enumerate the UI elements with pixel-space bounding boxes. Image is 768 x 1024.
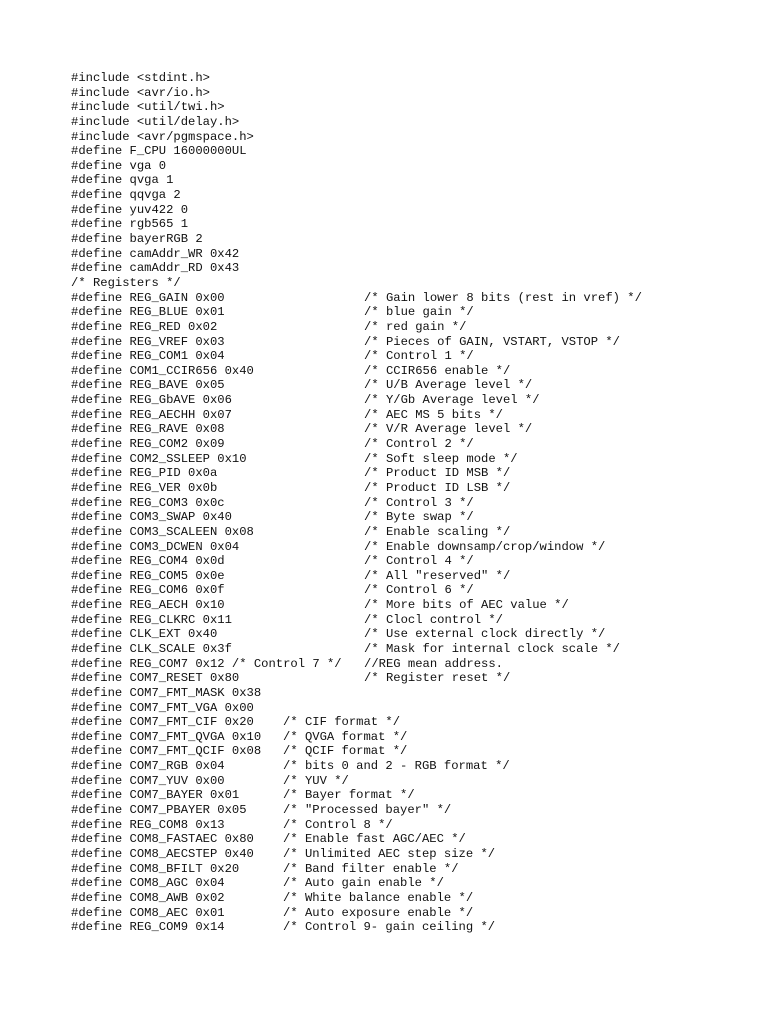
code-text: #define REG_GbAVE 0x06 [71, 393, 232, 408]
code-comment: /* White balance enable */ [283, 890, 474, 905]
code-line [71, 671, 751, 686]
code-text: #define REG_COM6 0x0f [71, 583, 225, 598]
code-line [71, 803, 751, 818]
code-comment: /* QCIF format */ [283, 744, 408, 759]
code-text: #define COM3_DCWEN 0x04 [71, 539, 240, 554]
code-line [71, 569, 751, 584]
code-text: #define COM7_FMT_VGA 0x00 [71, 700, 254, 715]
code-line [71, 349, 751, 364]
code-line [71, 466, 751, 481]
code-line [71, 818, 751, 833]
code-text: #define REG_RED 0x02 [71, 319, 218, 334]
code-comment: /* Byte swap */ [364, 510, 474, 525]
code-line [71, 261, 751, 276]
code-comment: /* Product ID LSB */ [364, 480, 511, 495]
code-text: #define COM7_FMT_MASK 0x38 [71, 685, 262, 700]
code-comment: /* All "reserved" */ [364, 568, 511, 583]
code-listing [71, 71, 751, 935]
code-comment: /* V/R Average level */ [364, 422, 533, 437]
code-text: #define COM7_RESET 0x80 [71, 671, 240, 686]
code-line [71, 378, 751, 393]
code-comment: /* Control 2 */ [364, 437, 474, 452]
code-line [71, 144, 751, 159]
code-comment: /* blue gain */ [364, 305, 474, 320]
code-text: #define COM7_BAYER 0x01 [71, 788, 240, 803]
code-text: #define COM7_PBAYER 0x05 [71, 803, 247, 818]
code-text: #include <avr/io.h> [71, 85, 210, 100]
code-line [71, 583, 751, 598]
code-comment: /* Auto gain enable */ [283, 876, 444, 891]
code-line [71, 613, 751, 628]
code-line [71, 730, 751, 745]
code-text: #define REG_CLKRC 0x11 [71, 612, 232, 627]
code-comment: /* Control 6 */ [364, 583, 474, 598]
code-text: #define REG_COM9 0x14 [71, 920, 225, 935]
code-comment: /* Control 8 */ [283, 817, 393, 832]
code-text: #define COM7_FMT_QVGA 0x10 [71, 729, 262, 744]
code-line [71, 642, 751, 657]
code-text: #include <avr/pgmspace.h> [71, 129, 254, 144]
code-text: #define COM8_AWB 0x02 [71, 890, 225, 905]
code-text: #define qqvga 2 [71, 188, 181, 203]
code-text: #define COM8_BFILT 0x20 [71, 861, 240, 876]
code-line [71, 115, 751, 130]
code-comment: /* Bayer format */ [283, 788, 415, 803]
code-text: #include <stdint.h> [71, 71, 210, 85]
code-line [71, 173, 751, 188]
code-comment: /* "Processed bayer" */ [283, 803, 452, 818]
code-comment: /* AEC MS 5 bits */ [364, 407, 503, 422]
code-line [71, 247, 751, 262]
code-line [71, 130, 751, 145]
code-comment: /* Band filter enable */ [283, 861, 459, 876]
code-comment: /* Soft sleep mode */ [364, 451, 518, 466]
code-line [71, 496, 751, 511]
code-text: #define F_CPU 16000000UL [71, 144, 247, 159]
code-line [71, 452, 751, 467]
code-text: #define camAddr_RD 0x43 [71, 261, 240, 276]
code-text: #define REG_BAVE 0x05 [71, 378, 225, 393]
code-line [71, 320, 751, 335]
code-line [71, 774, 751, 789]
code-line [71, 598, 751, 613]
code-line [71, 422, 751, 437]
code-text: #define REG_AECH 0x10 [71, 598, 225, 613]
code-line [71, 159, 751, 174]
code-line [71, 335, 751, 350]
code-line [71, 86, 751, 101]
code-line [71, 291, 751, 306]
code-text: #define COM2_SSLEEP 0x10 [71, 451, 247, 466]
code-text: #define REG_COM3 0x0c [71, 495, 225, 510]
code-line [71, 393, 751, 408]
code-comment: /* Control 3 */ [364, 495, 474, 510]
code-text: #define REG_COM8 0x13 [71, 817, 225, 832]
code-comment: /* Enable downsamp/crop/window */ [364, 539, 606, 554]
code-text: #define COM8_AEC 0x01 [71, 905, 225, 920]
code-text: #define REG_AECHH 0x07 [71, 407, 232, 422]
code-text: #define CLK_EXT 0x40 [71, 627, 218, 642]
code-comment: /* Unlimited AEC step size */ [283, 846, 496, 861]
code-line [71, 481, 751, 496]
code-text: #define bayerRGB 2 [71, 232, 203, 247]
code-comment: /* Use external clock directly */ [364, 627, 606, 642]
code-line [71, 847, 751, 862]
code-line [71, 540, 751, 555]
code-line [71, 510, 751, 525]
code-line [71, 364, 751, 379]
code-line [71, 715, 751, 730]
code-comment: /* red gain */ [364, 319, 467, 334]
code-comment: /* U/B Average level */ [364, 378, 533, 393]
code-text: #define REG_COM5 0x0e [71, 568, 225, 583]
code-line [71, 217, 751, 232]
code-comment: /* CIF format */ [283, 715, 401, 730]
code-text: #define REG_COM1 0x04 [71, 349, 225, 364]
code-text: #define REG_VER 0x0b [71, 480, 218, 495]
code-line [71, 305, 751, 320]
code-text: #define COM7_FMT_QCIF 0x08 [71, 744, 262, 759]
code-text: #define REG_RAVE 0x08 [71, 422, 225, 437]
code-comment: /* Mask for internal clock scale */ [364, 641, 620, 656]
code-text: #define REG_COM7 0x12 /* Control 7 */ [71, 656, 342, 671]
code-line [71, 701, 751, 716]
code-comment: /* YUV */ [283, 773, 349, 788]
code-text: #define COM3_SCALEEN 0x08 [71, 524, 254, 539]
code-text: #define REG_GAIN 0x00 [71, 290, 225, 305]
code-line [71, 408, 751, 423]
code-line [71, 188, 751, 203]
code-line [71, 862, 751, 877]
code-line [71, 759, 751, 774]
code-line [71, 203, 751, 218]
code-line [71, 276, 751, 291]
code-comment: /* Control 9- gain ceiling */ [283, 920, 496, 935]
code-text: #define vga 0 [71, 158, 167, 173]
code-text: #define qvga 1 [71, 173, 174, 188]
code-line [71, 906, 751, 921]
code-text: #define REG_COM2 0x09 [71, 437, 225, 452]
code-text: #define REG_PID 0x0a [71, 466, 218, 481]
code-line [71, 788, 751, 803]
code-text: #include <util/twi.h> [71, 100, 225, 115]
code-line [71, 686, 751, 701]
code-text: /* Registers */ [71, 275, 181, 290]
code-line [71, 71, 751, 86]
code-line [71, 100, 751, 115]
code-line [71, 891, 751, 906]
code-line [71, 876, 751, 891]
code-comment: /* Product ID MSB */ [364, 466, 511, 481]
code-line [71, 920, 751, 935]
code-comment: /* Register reset */ [364, 671, 511, 686]
code-text: #define COM7_FMT_CIF 0x20 [71, 715, 254, 730]
code-text: #define CLK_SCALE 0x3f [71, 641, 232, 656]
code-line [71, 832, 751, 847]
code-line [71, 437, 751, 452]
code-comment: /* Pieces of GAIN, VSTART, VSTOP */ [364, 334, 620, 349]
code-comment: /* Control 4 */ [364, 554, 474, 569]
code-line [71, 627, 751, 642]
code-line [71, 657, 751, 672]
code-text: #define camAddr_WR 0x42 [71, 246, 240, 261]
code-comment: /* More bits of AEC value */ [364, 598, 569, 613]
code-comment: /* Enable fast AGC/AEC */ [283, 832, 466, 847]
code-line [71, 525, 751, 540]
code-text: #define rgb565 1 [71, 217, 189, 232]
code-text: #include <util/delay.h> [71, 114, 240, 129]
code-text: #define COM8_AECSTEP 0x40 [71, 846, 254, 861]
code-text: #define REG_COM4 0x0d [71, 554, 225, 569]
code-line [71, 554, 751, 569]
code-comment: /* Control 1 */ [364, 349, 474, 364]
code-text: #define COM3_SWAP 0x40 [71, 510, 232, 525]
code-line [71, 232, 751, 247]
code-text: #define COM8_AGC 0x04 [71, 876, 225, 891]
code-comment: /* Enable scaling */ [364, 524, 511, 539]
code-comment: /* Gain lower 8 bits (rest in vref) */ [364, 290, 642, 305]
code-comment: //REG mean address. [364, 656, 503, 671]
code-text: #define COM7_YUV 0x00 [71, 773, 225, 788]
code-text: #define COM8_FASTAEC 0x80 [71, 832, 254, 847]
code-text: #define COM1_CCIR656 0x40 [71, 363, 254, 378]
code-text: #define REG_BLUE 0x01 [71, 305, 225, 320]
code-comment: /* QVGA format */ [283, 729, 408, 744]
code-comment: /* bits 0 and 2 - RGB format */ [283, 759, 510, 774]
code-text: #define REG_VREF 0x03 [71, 334, 225, 349]
code-comment: /* CCIR656 enable */ [364, 363, 511, 378]
code-comment: /* Y/Gb Average level */ [364, 393, 540, 408]
code-line [71, 744, 751, 759]
code-text: #define COM7_RGB 0x04 [71, 759, 225, 774]
code-comment: /* Auto exposure enable */ [283, 905, 474, 920]
code-text: #define yuv422 0 [71, 202, 189, 217]
code-comment: /* Clocl control */ [364, 612, 503, 627]
